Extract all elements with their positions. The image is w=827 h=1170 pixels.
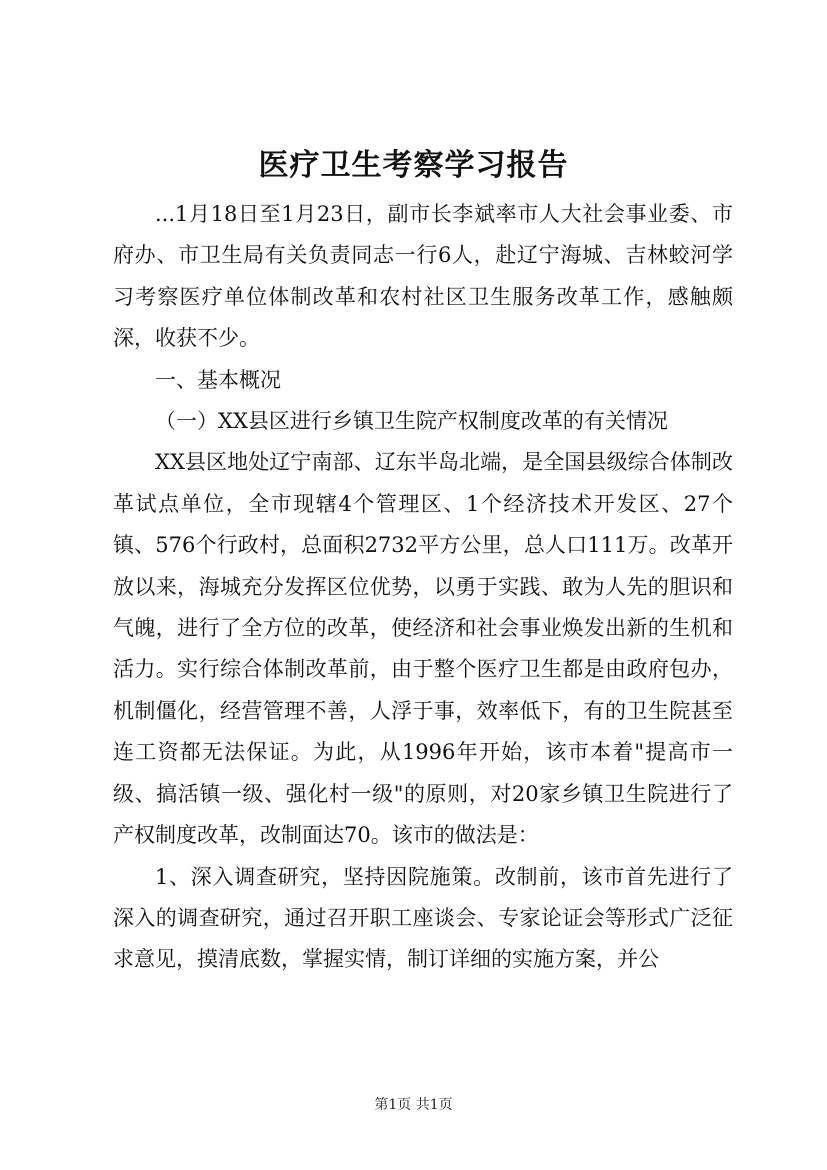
practice-point-1-paragraph: 1、深入调查研究，坚持因院施策。改制前，该市首先进行了深入的调查研究，通过召开职工座谈会、专家论证会等形式广泛征求意见，摸清底数，掌握实情，制订详细的实施方案，并公 <box>113 864 733 972</box>
document-title: 医疗卫生考察学习报告 <box>258 148 569 183</box>
document-body <box>113 194 733 981</box>
page-number-footer: 第1页 共1页 <box>374 1097 453 1113</box>
section-heading-overview: 一、基本概况 <box>155 367 281 392</box>
intro-paragraph: ...1月18日至1月23日，副市长李斌率市人大社会事业委、市府办、市卫生局有关负责同志一行6人，赴辽宁海城、吉林蛟河学习考察医疗单位体制改革和农村社区卫生服务改革工作，感触颇深，收获不少。 <box>113 202 733 351</box>
county-overview-paragraph: XX县区地处辽宁南部、辽东半岛北端，是全国县级综合体制改革试点单位，全市现辖4个管理区、1个经济技术开发区、27个镇、576个行政村，总面积2732平方公里，总人口111万。改革开放以来，海城充分发挥区位优势，以勇于实践、敢为人先的胆识和气魄，进行了全方位的改革，使经济和社会事业焕发出新的生机和活力。实行综合体制改革前，由于整个医疗卫生都是由政府包办，机制僵化，经营管理不善，人浮于事，效率低下，有的卫生院甚至连工资都无法保证。为此，从1996年开始，该市本着"提高市一级、搞活镇一级、强化村一级"的原则，对20家乡镇卫生院进行了产权制度改革，改制面达70。该市的做法是： <box>113 450 733 848</box>
subsection-heading-1: （一）XX县区进行乡镇卫生院产权制度改革的有关情况 <box>155 409 668 434</box>
